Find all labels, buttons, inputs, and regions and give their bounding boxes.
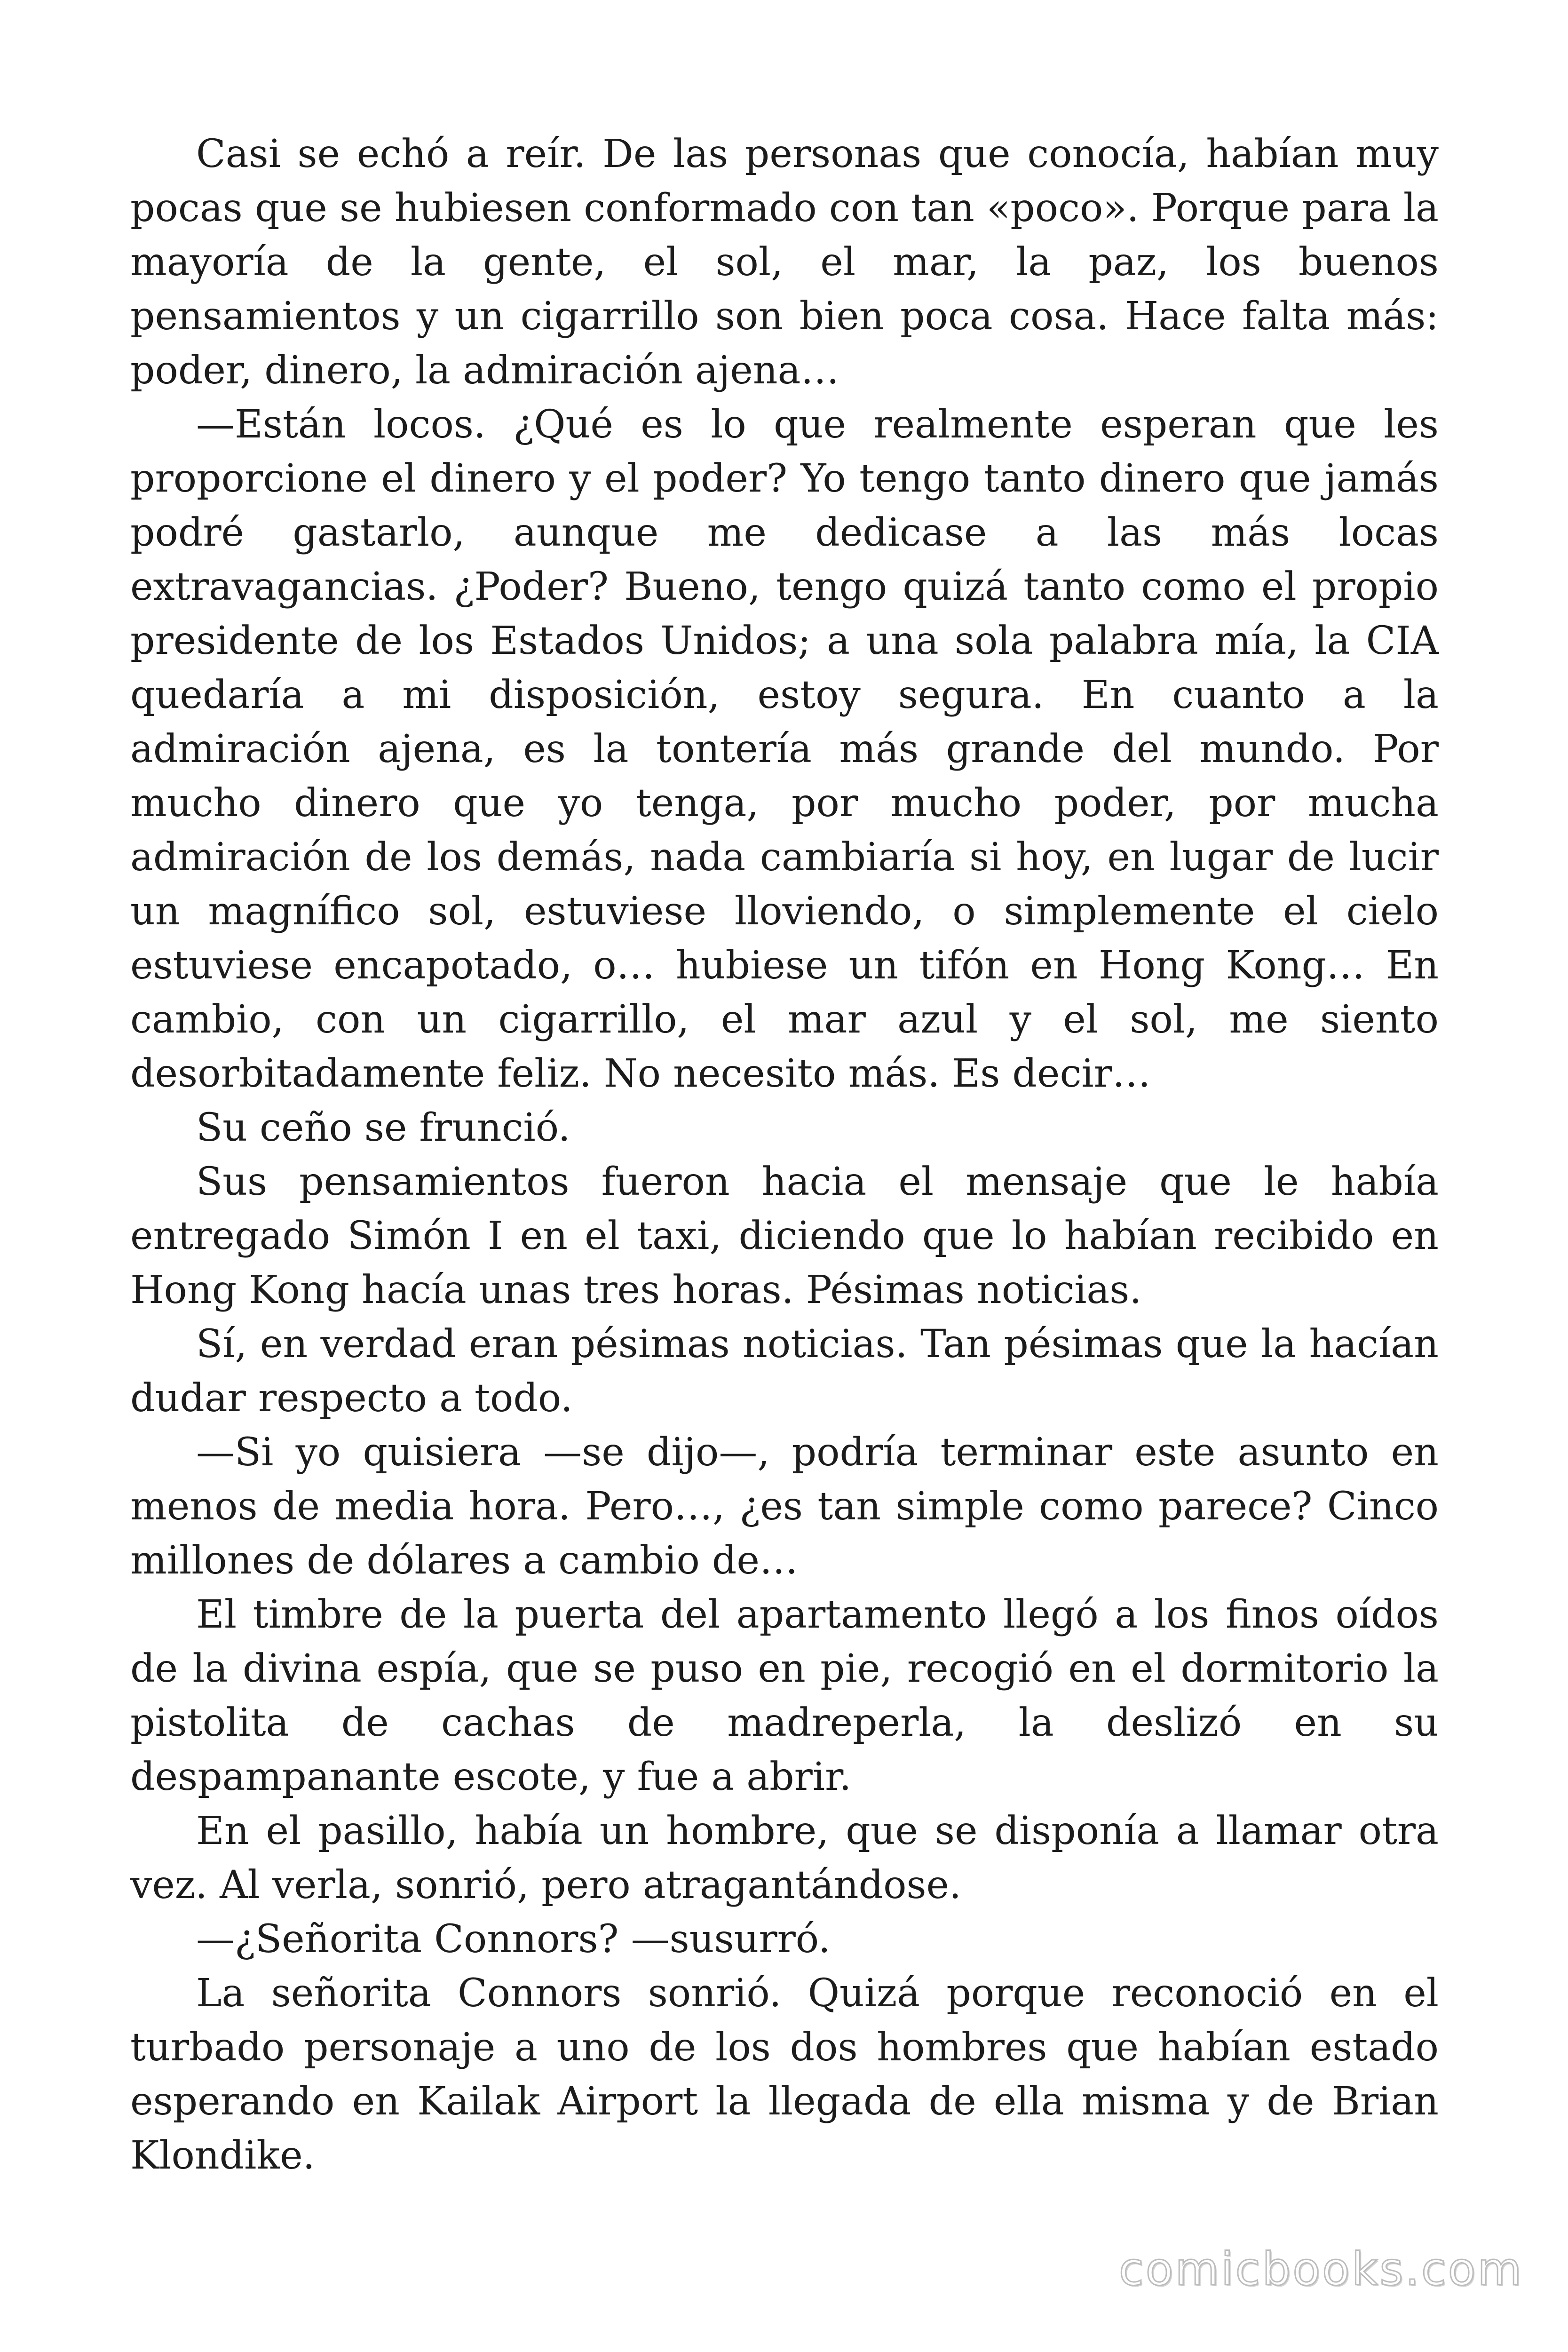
paragraph: —¿Señorita Connors? —susurró.: [196, 1917, 831, 1962]
watermark: comicbooks.com: [1118, 2243, 1523, 2296]
paragraph: Sí, en verdad eran pésimas noticias. Tan pésimas que la hacían dudar respecto a todo.: [130, 1322, 1439, 1421]
body-text: [130, 127, 1439, 2183]
paragraph: La señorita Connors sonrió. Quizá porque reconoció en el turbado personaje a uno de los dos hombres que habían estado esperando en Kailak Airport la llegada de ella misma y de Brian Klondike.: [130, 1971, 1439, 2178]
paragraph: Su ceño se frunció.: [196, 1105, 570, 1150]
paragraph: Sus pensamientos fueron hacia el mensaje que le había entregado Simón I en el taxi, diciendo que lo habían recibido en Hong Kong hacía unas tres horas. Pésimas noticias.: [130, 1160, 1439, 1312]
paragraph: —Si yo quisiera —se dijo—, podría terminar este asunto en menos de media hora. Pero…, ¿es tan simple como parece? Cinco millones de dólares a cambio de…: [130, 1430, 1439, 1583]
paragraph: El timbre de la puerta del apartamento llegó a los finos oídos de la divina espía, que se puso en pie, recogió en el dormitorio la pistolita de cachas de madreperla, la deslizó en su despampanante escote, y fue a abrir.: [130, 1592, 1439, 1799]
paragraph: Casi se echó a reír. De las personas que conocía, habían muy pocas que se hubiesen conformado con tan «poco». Porque para la mayoría de la gente, el sol, el mar, la paz, los buenos pensamientos y un cigarrillo son bien poca cosa. Hace falta más: poder, dinero, la admiración ajena…: [130, 132, 1439, 393]
paragraph: En el pasillo, había un hombre, que se disponía a llamar otra vez. Al verla, sonrió, pero atragantándose.: [130, 1809, 1439, 1907]
paragraph: —Están locos. ¿Qué es lo que realmente esperan que les proporcione el dinero y el poder? Yo tengo tanto dinero que jamás podré gastarlo, aunque me dedicase a las más locas extravagancias. ¿Poder? Bueno, tengo quizá tanto como el propio presidente de los Estados Unidos; a una sola palabra mía, la CIA quedaría a mi disposición, estoy segura. En cuanto a la admiración ajena, es la tontería más grande del mundo. Por mucho dinero que yo tenga, por mucho poder, por mucha admiración de los demás, nada cambiaría si hoy, en lugar de lucir un magnífico sol, estuviese lloviendo, o simplemente el cielo estuviese encapotado, o… hubiese un tifón en Hong Kong… En cambio, con un cigarrillo, el mar azul y el sol, me siento desorbitadamente feliz. No necesito más. Es decir…: [130, 402, 1439, 1096]
